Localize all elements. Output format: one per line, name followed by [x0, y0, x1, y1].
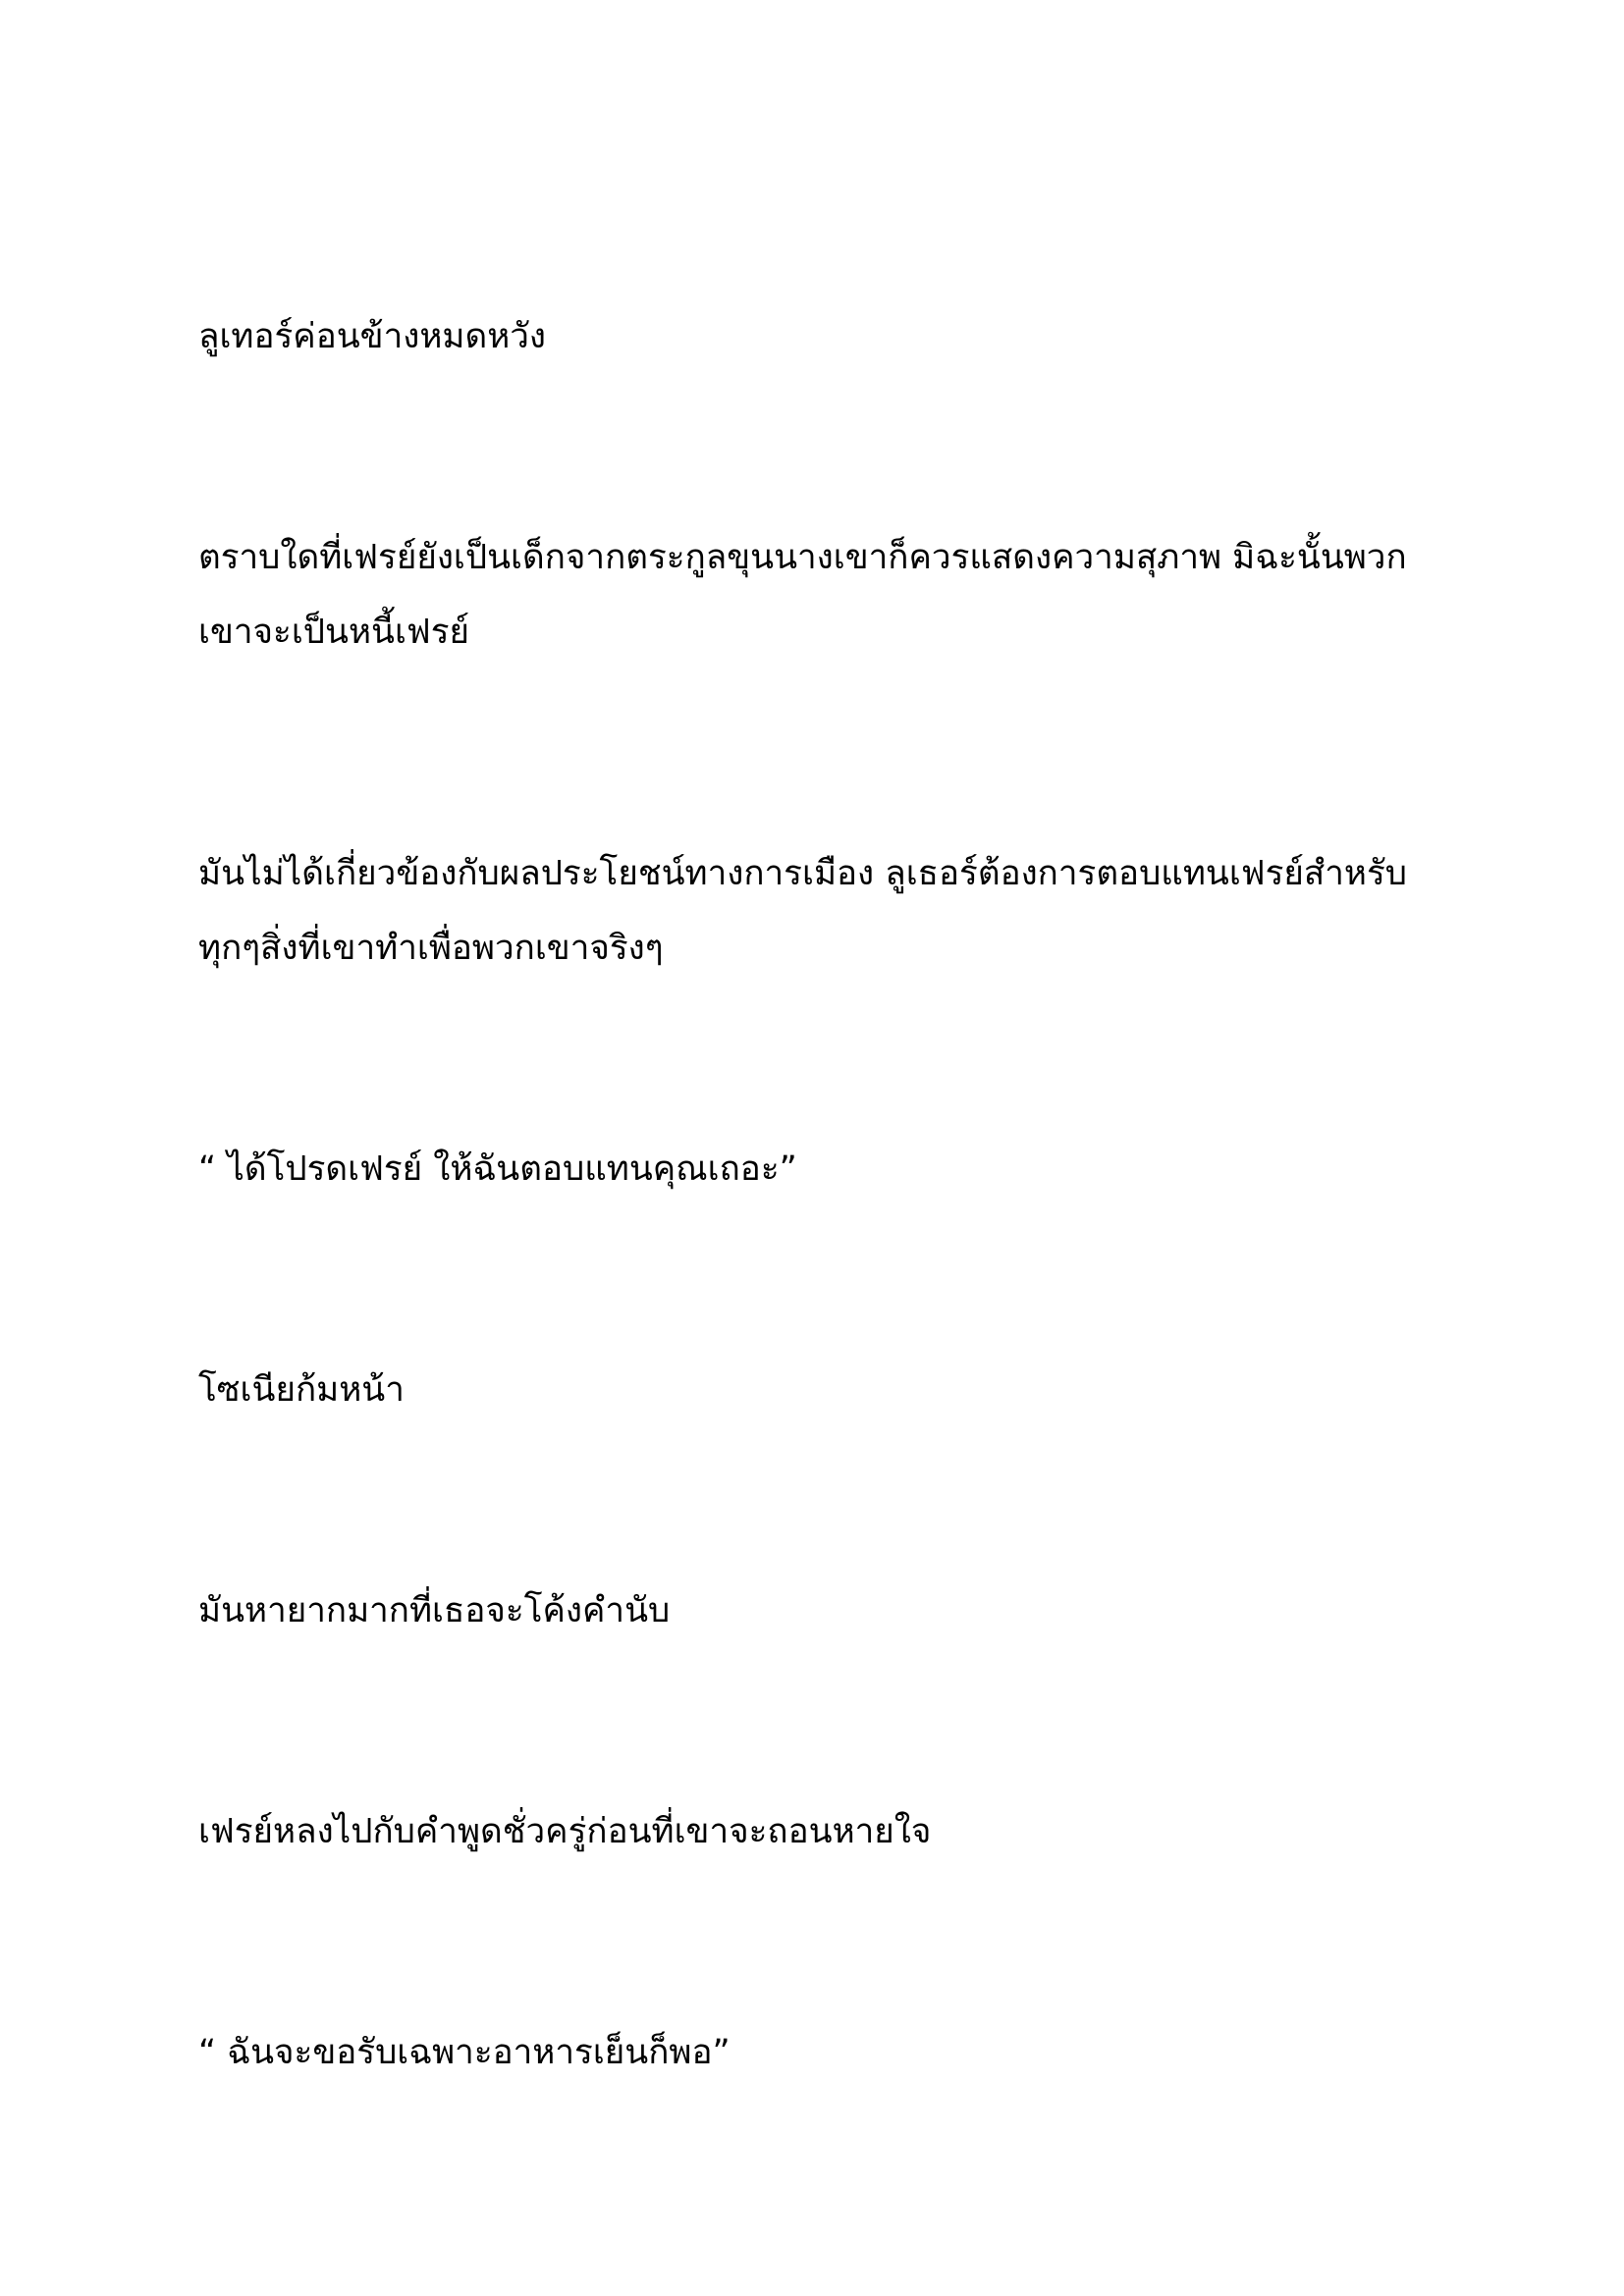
paragraph: [198, 836, 1435, 986]
dialogue-paragraph: [198, 2015, 1435, 2090]
paragraph: [198, 1794, 1435, 1869]
dialogue-paragraph: [198, 1132, 1435, 1206]
text-line: “ ได้โปรดเฟรย์ ให้ฉันตอบแทนคุณเถอะ”: [198, 1149, 797, 1189]
paragraph: [198, 520, 1435, 669]
text-line: เขาจะเป็นหนี้เฟรย์: [198, 613, 470, 652]
paragraph: [198, 1574, 1435, 1648]
text-line: โซเนียก้มหน้า: [198, 1370, 405, 1410]
text-line: ลูเทอร์ค่อนข้างหมดหวัง: [198, 317, 547, 356]
text-line: “ ฉันจะขอรับเฉพาะอาหารเย็นก็พอ”: [198, 2033, 731, 2072]
text-line: ทุกๆสิ่งที่เขาทำเพื่อพวกเขาจริงๆ: [198, 929, 664, 968]
paragraph: [198, 1353, 1435, 1427]
text-line: มันไม่ได้เกี่ยวข้องกับผลประโยชน์ทางการเมือง ลูเธอร์ต้องการตอบแทนเฟรย์สำหรับ: [198, 854, 1407, 893]
text-line: มันหายากมากที่เธอจะโค้งคำนับ: [198, 1591, 671, 1630]
paragraph: [198, 299, 1435, 374]
text-line: เฟรย์หลงไปกับคำพูดชั่วครู่ก่อนที่เขาจะถอนหายใจ: [198, 1812, 932, 1851]
text-line: ตราบใดที่เฟรย์ยังเป็นเด็กจากตระกูลขุนนางเขาก็ควรแสดงความสุภาพ มิฉะนั้นพวก: [198, 538, 1407, 577]
